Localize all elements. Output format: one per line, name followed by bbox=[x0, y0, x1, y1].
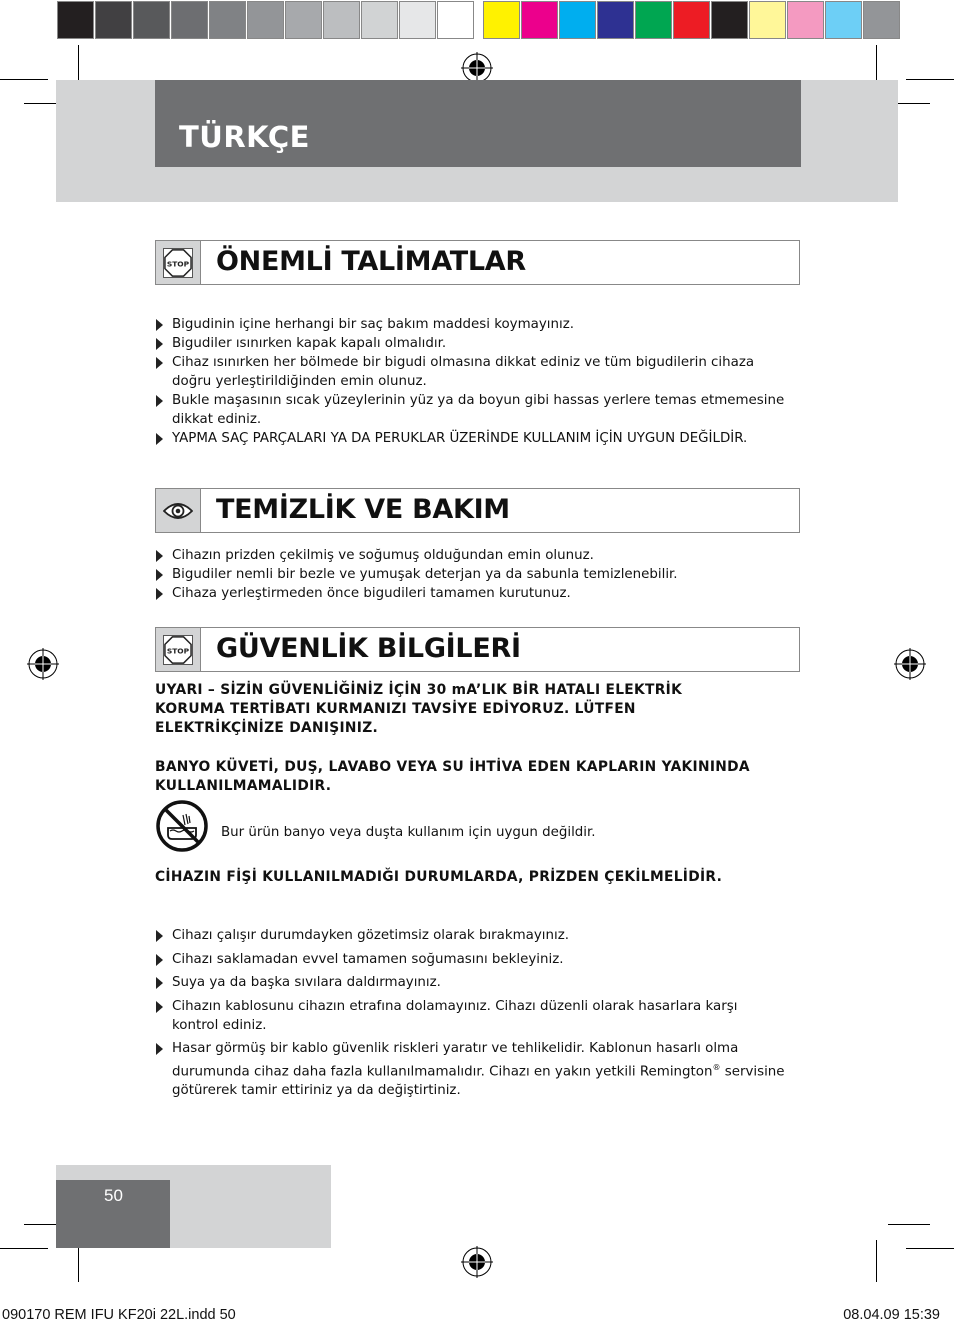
list-item: YAPMA SAÇ PARÇALARI YA DA PERUKLAR ÜZERİNDE KULLANIM İÇİN UYGUN DEĞİLDİR. bbox=[155, 429, 785, 448]
no-bath-icon bbox=[155, 799, 209, 853]
color-swatch bbox=[285, 1, 322, 39]
page-title: TÜRKÇE bbox=[179, 120, 310, 154]
registration-mark-icon bbox=[894, 648, 926, 680]
color-swatch bbox=[635, 1, 672, 39]
registration-mark-icon bbox=[27, 648, 59, 680]
section-title: TEMİZLİK VE BAKIM bbox=[216, 494, 510, 525]
section-important-header bbox=[155, 240, 800, 285]
cleaning-list bbox=[155, 546, 785, 603]
color-swatch bbox=[133, 1, 170, 39]
list-item: Cihazın prizden çekilmiş ve soğumuş olduğundan emin olunuz. bbox=[155, 546, 785, 565]
list-item: Hasar görmüş bir kablo güvenlik riskleri yaratır ve tehlikelidir. Kablonun hasarlı olma durumunda cihaz daha fazla kullanılmamalıdır. Cihazı en yakın yetkili Remington® servisine götürerek tamir ettiriniz ya da değiştirtiniz. bbox=[155, 1039, 785, 1100]
color-swatch bbox=[247, 1, 284, 39]
page-number: 50 bbox=[104, 1186, 123, 1205]
list-item: Bigudiler ısınırken kapak kapalı olmalıdır. bbox=[155, 334, 785, 353]
page-number-box bbox=[56, 1180, 170, 1248]
icon-cell bbox=[156, 489, 201, 532]
color-swatch bbox=[483, 1, 520, 39]
list-item: Suya ya da başka sıvılara daldırmayınız. bbox=[155, 973, 785, 992]
list-item: Cihazı çalışır durumdayken gözetimsiz olarak bırakmayınız. bbox=[155, 926, 785, 945]
color-swatch bbox=[863, 1, 900, 39]
list-item: Bigudiler nemli bir bezle ve yumuşak deterjan ya da sabunla temizlenebilir. bbox=[155, 565, 785, 584]
eye-icon bbox=[163, 500, 193, 522]
section-title: GÜVENLİK BİLGİLERİ bbox=[216, 633, 521, 664]
color-swatch bbox=[559, 1, 596, 39]
list-item: Cihaz ısınırken her bölmede bir bigudi olmasına dikkat ediniz ve tüm bigudilerin cihaza doğru yerleştirildiğinden emin olunuz. bbox=[155, 353, 785, 391]
color-swatch bbox=[323, 1, 360, 39]
section-cleaning-header bbox=[155, 488, 800, 533]
color-bar bbox=[483, 1, 901, 39]
list-item: Bigudinin içine herhangi bir saç bakım maddesi koymayınız. bbox=[155, 315, 785, 334]
color-swatch bbox=[57, 1, 94, 39]
color-swatch bbox=[95, 1, 132, 39]
list-item: Bukle maşasının sıcak yüzeylerinin yüz ya da boyun gibi hassas yerlere temas etmemesine dikkat ediniz. bbox=[155, 391, 785, 429]
list-item: Cihazın kablosunu cihazın etrafına dolamayınız. Cihazı düzenli olarak hasarlara karşı kontrol ediniz. bbox=[155, 997, 785, 1035]
section-title: ÖNEMLİ TALİMATLAR bbox=[216, 246, 526, 277]
color-swatch bbox=[597, 1, 634, 39]
warning-water: BANYO KÜVETİ, DUŞ, LAVABO VEYA SU İHTİVA EDEN KAPLARIN YAKININDA KULLANILMAMALIDIR. bbox=[155, 759, 750, 794]
color-swatch bbox=[521, 1, 558, 39]
list-item: Cihazı saklamadan evvel tamamen soğumasını bekleyiniz. bbox=[155, 950, 785, 969]
svg-text:STOP: STOP bbox=[166, 258, 190, 268]
color-swatch bbox=[437, 1, 474, 39]
gray-color-bar bbox=[57, 1, 475, 39]
important-list bbox=[155, 315, 785, 448]
footer-timestamp: 08.04.09 15:39 bbox=[843, 1307, 940, 1323]
list-item: Cihaza yerleştirmeden önce bigudileri tamamen kurutunuz. bbox=[155, 584, 785, 603]
crop-mark bbox=[876, 1240, 877, 1282]
crop-mark bbox=[888, 1224, 930, 1225]
stop-icon bbox=[163, 248, 193, 278]
color-swatch bbox=[787, 1, 824, 39]
crop-mark bbox=[0, 79, 48, 80]
crop-mark bbox=[0, 1248, 48, 1249]
safety-list bbox=[155, 926, 785, 1105]
color-swatch bbox=[825, 1, 862, 39]
stop-icon bbox=[163, 635, 193, 665]
color-swatch bbox=[209, 1, 246, 39]
warning-rcd: UYARI – SİZİN GÜVENLİĞİNİZ İÇİN 30 mA’LIK BİR HATALI ELEKTRİK KORUMA TERTİBATI KURMANIZI TAVSİYE EDİYORUZ. LÜTFEN ELEKTRİKÇİNİZE DANIŞINIZ. bbox=[155, 682, 683, 736]
color-swatch bbox=[399, 1, 436, 39]
icon-cell bbox=[156, 628, 201, 671]
color-swatch bbox=[361, 1, 398, 39]
color-swatch bbox=[749, 1, 786, 39]
footer-file-info: 090170 REM IFU KF20i 22L.indd 50 bbox=[2, 1307, 236, 1323]
warning-unplug: CİHAZIN FİŞİ KULLANILMADIĞI DURUMLARDA, PRİZDEN ÇEKİLMELİDİR. bbox=[155, 869, 723, 885]
svg-text:STOP: STOP bbox=[166, 645, 190, 655]
crop-mark bbox=[906, 79, 954, 80]
registration-mark-icon bbox=[461, 1246, 493, 1278]
crop-mark bbox=[906, 1248, 954, 1249]
color-swatch bbox=[673, 1, 710, 39]
color-swatch bbox=[711, 1, 748, 39]
bath-note: Bur ürün banyo veya duşta kullanım için uygun değildir. bbox=[221, 825, 596, 840]
icon-cell bbox=[156, 241, 201, 284]
color-swatch bbox=[171, 1, 208, 39]
language-title-bar bbox=[155, 80, 801, 167]
section-safety-header bbox=[155, 627, 800, 672]
